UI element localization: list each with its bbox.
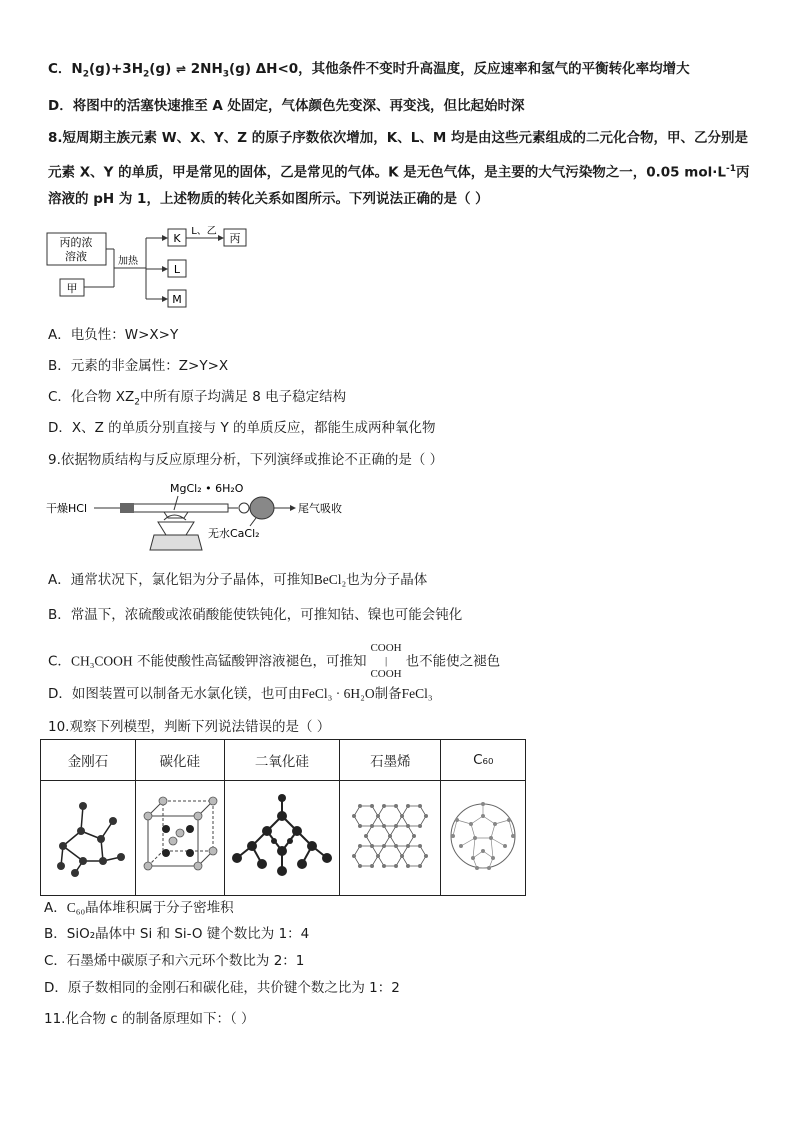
- cacl-label: 无水CaCl₂: [208, 527, 260, 540]
- silicon-carbide-structure-icon: [138, 791, 222, 881]
- question-11: 11.化合物 c 的制备原理如下：（ ）: [44, 1011, 255, 1027]
- box-bing-product-label: 丙: [229, 232, 241, 245]
- option-d-line: D．将图中的活塞快速推至 A 处固定，气体颜色先变深、再变浅，但比起始时深: [48, 98, 525, 114]
- box-k-label: K: [173, 232, 181, 245]
- question-8-line2: 元素 X、Y 的单质，甲是常见的固体，乙是常见的气体。K 是无色气体，是主要的大气污染物之一，0.05 $mol\cdot L^{-1}$丙: [48, 164, 750, 181]
- option-c-line: C．$N_2(g)+3H_2(g)$ ⇌ $2NH_3(g)$ ΔH<0，其他条件不变时升高温度，反应速率和氢气的平衡转化率均增大: [48, 61, 690, 80]
- silicon-carbide-model: [135, 781, 224, 896]
- q9-option-b: B．常温下，浓硫酸或浓硝酸能使铁钝化，可推知钴、镍也可能会钝化: [48, 607, 463, 623]
- crystal-models-table: [40, 739, 526, 896]
- arrow-right-icon: [162, 296, 168, 302]
- box-bing-label-2: 溶液: [65, 250, 87, 263]
- header-c60: C₆₀: [441, 740, 526, 781]
- box-jia-label: 甲: [66, 282, 78, 295]
- q9-option-c: C．CH₃COOH 不能使酸性高锰酸钾溶液褪色，可推知COOH | COOH也不能使之褪色: [48, 642, 501, 680]
- c60-structure-icon: [443, 796, 523, 876]
- heat-label: 加热: [118, 256, 138, 267]
- reagent-label: L、乙: [191, 226, 217, 237]
- header-graphene: 石墨烯: [340, 740, 441, 781]
- stopper: [120, 503, 134, 513]
- q8-option-b: B．元素的非金属性：Z>Y>X: [48, 358, 229, 374]
- graphene-structure-icon: [342, 796, 438, 876]
- q10-option-d: D．原子数相同的金刚石和碳化硅，共价键个数之比为 1：2: [44, 980, 400, 996]
- question-10: 10.观察下列模型，判断下列说法错误的是（ ）: [48, 719, 331, 735]
- mgcl-label: MgCl₂ • 6H₂O: [170, 482, 244, 495]
- equilibrium-arrow-icon: ⇌: [175, 62, 187, 76]
- q8-option-a: A．电负性：W>X>Y: [48, 327, 179, 343]
- q10-option-c: C．石墨烯中碳原子和六元环个数比为 2：1: [44, 953, 305, 969]
- drying-bulb: [250, 497, 274, 519]
- q9-option-d: D．如图装置可以制备无水氯化镁，也可由FeCl₃ · 6H₂O制备FeCl₃: [48, 686, 433, 702]
- header-diamond: 金刚石: [41, 740, 136, 781]
- header-silicon-dioxide: 二氧化硅: [224, 740, 340, 781]
- q10-option-a: A．C₆₀晶体堆积属于分子密堆积: [44, 900, 234, 916]
- arrow-right-icon: [162, 235, 168, 241]
- question-9: 9.依据物质结构与反应原理分析，下列演绎或推论不正确的是（ ）: [48, 452, 444, 468]
- graphene-model: [340, 781, 441, 896]
- hcl-label: 干燥HCl: [46, 502, 88, 515]
- diamond-structure-icon: [43, 791, 133, 881]
- question-8-line1: 8.短周期主族元素 W、X、Y、Z 的原子序数依次增加，K、L、M 均是由这些元素组成的二元化合物，甲、乙分别是: [48, 130, 748, 146]
- silicon-dioxide-model: [224, 781, 340, 896]
- diamond-model: [41, 781, 136, 896]
- silicon-dioxide-structure-icon: [227, 786, 337, 886]
- q8-option-c: C．化合物 $XZ_2$中所有原子均满足 8 电子稳定结构: [48, 389, 347, 408]
- box-l-label: L: [173, 263, 181, 276]
- arrow-right-icon: [218, 235, 224, 241]
- q10-option-b: B．SiO₂晶体中 Si 和 Si-O 键个数比为 1：4: [44, 926, 310, 942]
- c60-model: [441, 781, 526, 896]
- reaction-tube: [132, 504, 228, 512]
- arrow-right-icon: [162, 266, 168, 272]
- conversion-diagram: [46, 224, 286, 316]
- oxalic-acid-formula: COOH | COOH: [370, 642, 402, 680]
- box-m-label: M: [172, 293, 182, 306]
- header-silicon-carbide: 碳化硅: [135, 740, 224, 781]
- question-8-line3: 溶液的 pH 为 1，上述物质的转化关系如图所示。下列说法正确的是（ ）: [48, 191, 489, 207]
- arrow-right-icon: [290, 505, 296, 511]
- apparatus-diagram: [46, 480, 346, 555]
- q9-option-a: A．通常状况下，氯化铝为分子晶体，可推知BeCl₂也为分子晶体: [48, 572, 428, 588]
- tail-gas-label: 尾气吸收: [298, 502, 342, 515]
- q8-option-d: D．X、Z 的单质分别直接与 Y 的单质反应，都能生成两种氧化物: [48, 420, 436, 436]
- box-bing-label-1: 丙的浓: [59, 236, 93, 249]
